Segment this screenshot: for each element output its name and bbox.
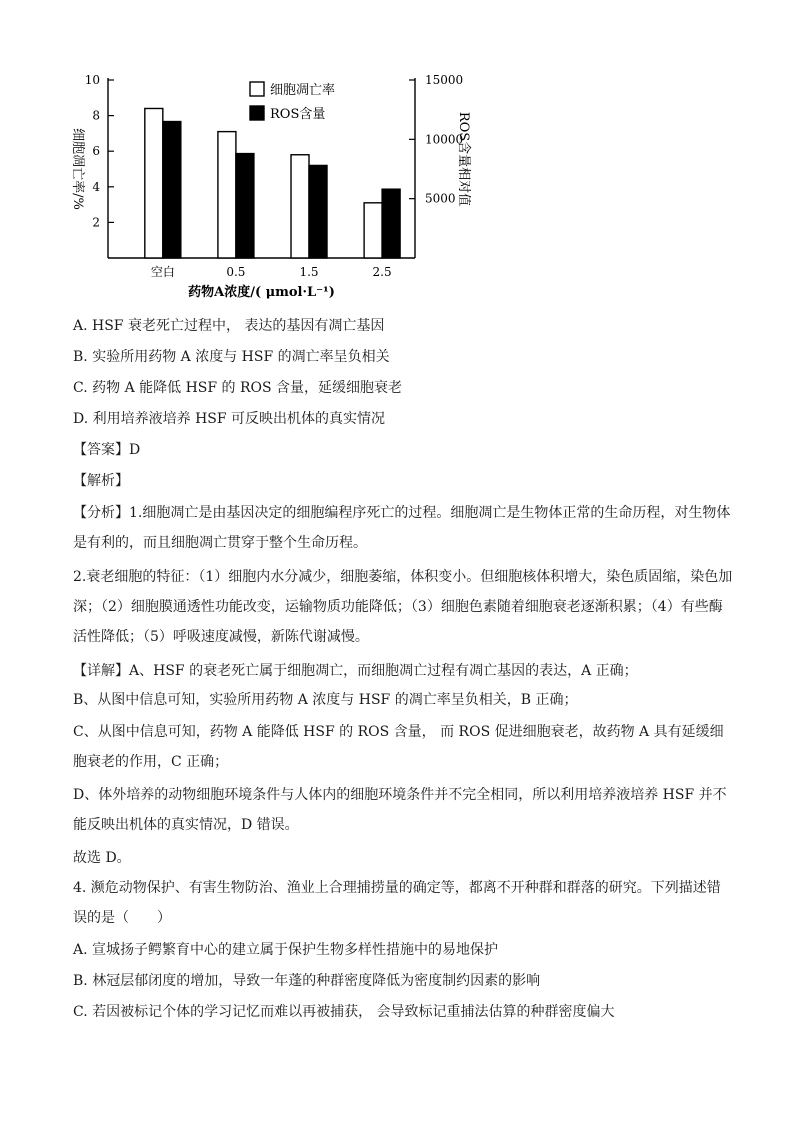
analysis-heading: 【解析】 <box>73 473 129 489</box>
x-axis-label: 药物A浓度/( μmol·L⁻¹) <box>188 285 335 300</box>
right-tick-label: 15000 <box>425 73 464 87</box>
question-4-stem: 4. 濒危动物保护、有害生物防治、渔业上合理捕捞量的确定等，都离不开种群和群落的研究。下列描述错误的是（ ） <box>73 880 721 926</box>
bar-ros-content <box>236 154 254 258</box>
right-axis-label: ROS含量相对值 <box>456 111 471 207</box>
right-tick-label: 10000 <box>425 132 464 147</box>
bar-ros-content <box>309 165 327 258</box>
option-c: C. 药物 A 能降低 HSF 的 ROS 含量，延缓细胞衰老 <box>73 380 403 396</box>
legend-swatch-ros <box>250 106 264 120</box>
left-tick-label: 4 <box>92 179 100 194</box>
option-a: A. HSF 衰老死亡过程中， 表达的基因有凋亡基因 <box>73 318 385 334</box>
q4-option-c: C. 若因被标记个体的学习记忆而难以再被捕获， 会导致标记重捕法估算的种群密度偏大 <box>73 1004 615 1020</box>
category-label: 0.5 <box>226 265 246 279</box>
bar-apoptosis-rate <box>218 132 236 258</box>
option-b: B. 实验所用药物 A 浓度与 HSF 的凋亡率呈负相关 <box>73 349 390 365</box>
legend-label-apoptosis: 细胞凋亡率 <box>270 83 336 98</box>
category-label: 空白 <box>150 265 175 279</box>
conclusion: 故选 D。 <box>73 850 131 866</box>
detail-a: 【详解】A、HSF 的衰老死亡属于细胞凋亡，而细胞凋亡过程有凋亡基因的表达，A 正确； <box>73 663 638 679</box>
left-tick-label: 6 <box>92 144 100 159</box>
answer: 【答案】D <box>73 442 141 458</box>
bar-apoptosis-rate <box>291 155 309 258</box>
chart-bars <box>145 108 400 258</box>
chart-labels <box>70 73 472 300</box>
analysis-paragraph-1: 【分析】1.细胞凋亡是由基因决定的细胞编程序死亡的过程。细胞凋亡是生物体正常的生命历程，对生物体是有利的，而且细胞凋亡贯穿于整个生命历程。 <box>73 505 731 551</box>
left-tick-label: 2 <box>92 215 100 230</box>
left-tick-label: 10 <box>84 73 100 87</box>
bar-apoptosis-rate <box>364 203 382 258</box>
analysis-paragraph-2: 2.衰老细胞的特征：（1）细胞内水分减少，细胞萎缩，体积变小。但细胞核体积增大，染色质固缩，染色加深；（2）细胞膜通透性功能改变，运输物质功能降低；（3）细胞色素随着细胞衰老逐渐积累；（4）有些酶活性降低；（5）呼吸速度减慢，新陈代谢减慢。 <box>73 569 733 645</box>
legend-label-ros: ROS含量 <box>270 107 326 122</box>
detail-c: C、从图中信息可知，药物 A 能降低 HSF 的 ROS 含量， 而 ROS 促进细胞衰老，故药物 A 具有延缓细胞衰老的作用，C 正确； <box>73 724 724 770</box>
option-d: D. 利用培养液培养 HSF 可反映出机体的真实情况 <box>73 411 386 427</box>
q4-option-a: A. 宣城扬子鳄繁育中心的建立属于保护生物多样性措施中的易地保护 <box>73 942 499 958</box>
left-axis-label: 细胞凋亡率/% <box>70 128 85 210</box>
category-label: 2.5 <box>372 265 392 279</box>
bar-chart <box>60 62 480 312</box>
detail-d: D、体外培养的动物细胞环境条件与人体内的细胞环境条件并不完全相同，所以利用培养液培养 HSF 并不能反映出机体的真实情况，D 错误。 <box>73 787 727 833</box>
detail-b: B、从图中信息可知，实验所用药物 A 浓度与 HSF 的凋亡率呈负相关，B 正确； <box>73 692 578 708</box>
bar-ros-content <box>382 189 400 258</box>
bar-apoptosis-rate <box>145 108 163 258</box>
left-tick-label: 8 <box>92 108 100 123</box>
q4-option-b: B. 林冠层郁闭度的增加，导致一年蓬的种群密度降低为密度制约因素的影响 <box>73 973 541 989</box>
bar-ros-content <box>163 122 181 258</box>
category-label: 1.5 <box>299 265 319 279</box>
legend-swatch-apoptosis <box>250 82 264 96</box>
right-tick-label: 5000 <box>425 191 456 206</box>
